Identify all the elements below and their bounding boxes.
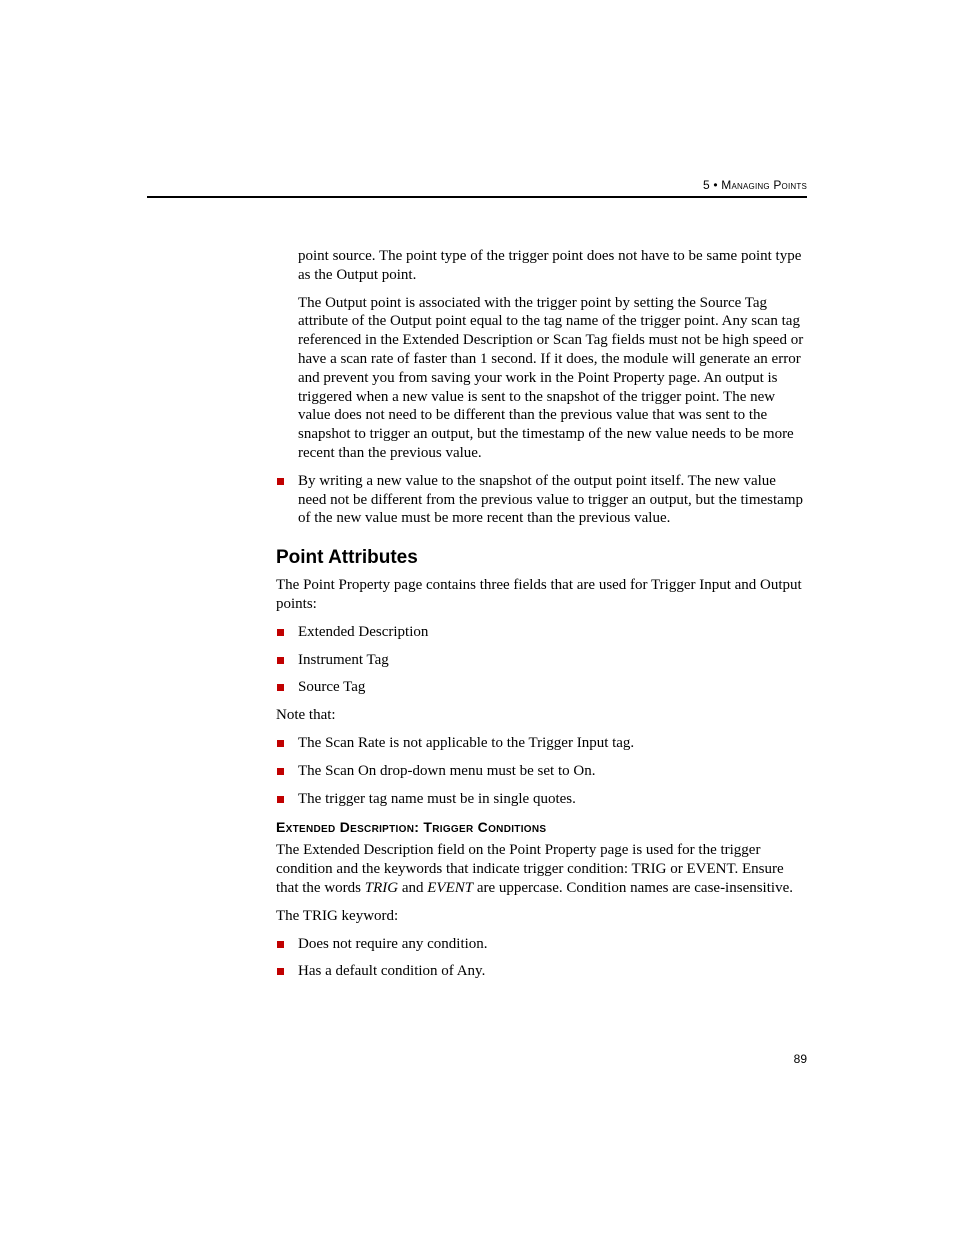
list-item — [276, 623, 807, 642]
list-item — [276, 962, 807, 981]
paragraph: The TRIG keyword: — [276, 907, 399, 924]
square-bullet-icon — [277, 740, 284, 747]
keyword-event: EVENT — [427, 879, 474, 896]
square-bullet-icon — [277, 768, 284, 775]
paragraph — [276, 841, 807, 897]
page-content — [276, 247, 807, 990]
page-header — [147, 176, 807, 198]
list-item-text: Extended Description — [298, 623, 429, 640]
paragraph: The Point Property page contains three fields that are used for Trigger Input and Output points: — [276, 577, 802, 612]
list-item — [276, 472, 807, 528]
list-item-text: Source Tag — [298, 679, 366, 696]
list-item-text: By writing a new value to the snapshot of the output point itself. The new value need not be different from the previous value to trigger an output, but the timestamp of the new value must be more recent than the previous value. — [298, 472, 804, 527]
list-item-text: The trigger tag name must be in single quotes. — [298, 790, 576, 807]
square-bullet-icon — [277, 629, 284, 636]
square-bullet-icon — [277, 941, 284, 948]
list-item — [276, 651, 807, 670]
text-run: The Extended Description field on the Point Property page is used for the trigger condition and the keywords that indicate trigger condition: TRIG or EVENT. Ensure that the words — [276, 842, 784, 896]
square-bullet-icon — [277, 657, 284, 664]
chapter-title: 5 • Managing Points — [702, 178, 807, 192]
keyword-trig: TRIG — [364, 879, 399, 896]
list-item-text: Has a default condition of Any. — [298, 963, 486, 980]
square-bullet-icon — [277, 968, 284, 975]
text-run: and — [398, 879, 428, 896]
paragraph: point source. The point type of the trigger point does not have to be same point type as the Output point. — [298, 248, 802, 283]
section-heading: Point Attributes — [276, 547, 418, 569]
subsection-heading: Extended Description: Trigger Conditions — [276, 819, 547, 836]
square-bullet-icon — [277, 478, 284, 485]
text-run: are uppercase. Condition names are case-insensitive. — [473, 879, 793, 896]
list-item-text: Instrument Tag — [298, 651, 389, 668]
paragraph: Note that: — [276, 707, 336, 724]
list-item — [276, 762, 807, 781]
list-item-text: Does not require any condition. — [298, 935, 488, 952]
list-item — [276, 734, 807, 753]
paragraph: The Output point is associated with the trigger point by setting the Source Tag attribute of the Output point equal to the tag name of the trigger point. Any scan tag referenced in the Extended Description or Scan Tag fields must not be high speed or have a scan rate of faster than 1 second. If it does, the module will generate an error and prevent you from saving your work in the Point Property page. An output is triggered when a new value is sent to the snapshot of the trigger point. The new value does not need to be different than the previous value that was sent to the snapshot to trigger an output, but the timestamp of the new value needs to be more recent than the previous value. — [298, 294, 804, 461]
list-item — [276, 790, 807, 809]
list-item — [276, 935, 807, 954]
list-item-text: The Scan Rate is not applicable to the Trigger Input tag. — [298, 734, 635, 751]
square-bullet-icon — [277, 684, 284, 691]
page-number: 89 — [793, 1052, 807, 1066]
square-bullet-icon — [277, 796, 284, 803]
list-item — [276, 678, 807, 697]
list-item-text: The Scan On drop-down menu must be set to On. — [298, 762, 596, 779]
